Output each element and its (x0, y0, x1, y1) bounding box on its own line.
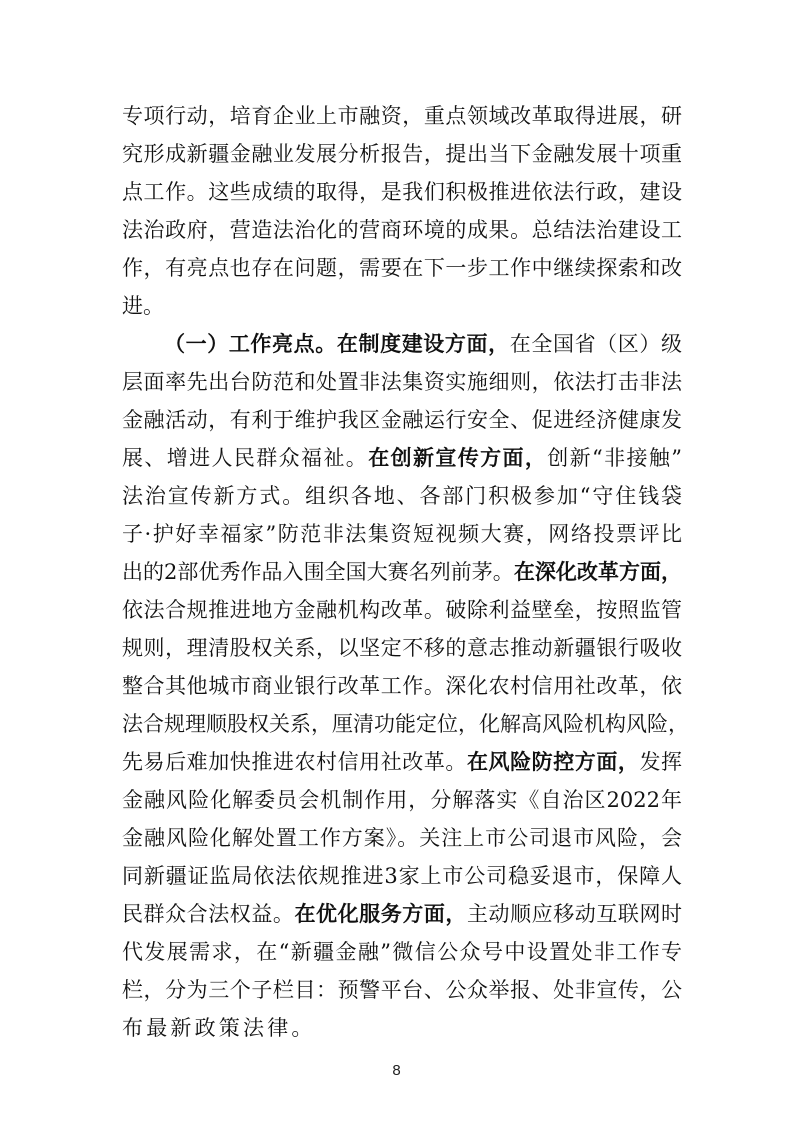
paragraph-line: 作，有亮点也存在问题，需要在下一步工作中继续探索和改 (122, 256, 682, 280)
paragraph-text: 出的2部优秀作品入围全国大赛名列前茅。 (122, 560, 514, 584)
paragraph-text: 在全国省（区）级 (509, 332, 683, 356)
paragraph-text: 创新“非接触” (547, 446, 682, 470)
paragraph-line: 依法合规推进地方金融机构改革。破除利益壁垒，按照监管 (122, 598, 682, 622)
paragraph-line: 子·护好幸福家”防范非法集资短视频大赛，网络投票评比 (122, 522, 682, 546)
paragraph-line: 同新疆证监局依法依规推进3家上市公司稳妥退市，保障人 (122, 864, 682, 888)
section-heading: （一）工作亮点。 (164, 332, 337, 356)
subsection-heading: 在制度建设方面， (336, 332, 510, 356)
subsection-heading: 在深化改革方面， (513, 560, 683, 584)
paragraph-line: 专项行动，培育企业上市融资，重点领域改革取得进展，研 (122, 104, 682, 128)
paragraph-text: 发挥 (639, 750, 683, 774)
paragraph-line: 究形成新疆金融业发展分析报告，提出当下金融发展十项重 (122, 142, 682, 166)
paragraph-line (122, 556, 682, 588)
paragraph-line: 栏，分为三个子栏目：预警平台、公众举报、处非宣传，公 (122, 978, 682, 1002)
paragraph-line: 层面率先出台防范和处置非法集资实施细则，依法打击非法 (122, 370, 682, 394)
paragraph-line: 法合规理顺股权关系，厘清功能定位，化解高风险机构风险， (122, 712, 689, 736)
paragraph-line: 点工作。这些成绩的取得，是我们积极推进依法行政，建设 (122, 180, 682, 204)
paragraph-text: 主动顺应移动互联网时 (466, 902, 683, 926)
section-heading-line (164, 328, 682, 360)
paragraph-line (122, 442, 682, 474)
paragraph-text: 先易后难加快推进农村信用社改革。 (122, 750, 467, 774)
paragraph-line: 法治宣传新方式。组织各地、各部门积极参加“守住钱袋 (122, 484, 682, 508)
paragraph-text: 民群众合法权益。 (122, 902, 295, 926)
subsection-heading: 在风险防控方面， (466, 750, 640, 774)
paragraph-line (122, 746, 682, 778)
paragraph-line (122, 898, 682, 930)
paragraph-line: 金融风险化解委员会机制作用，分解落实《自治区2022年 (122, 788, 682, 812)
paragraph-line: 布最新政策法律。 (122, 1016, 316, 1040)
paragraph-line: 规则，理清股权关系，以坚定不移的意志推动新疆银行吸收 (122, 636, 682, 660)
paragraph-line: 代发展需求，在“新疆金融”微信公众号中设置处非工作专 (122, 940, 682, 964)
paragraph-text: 展、增进人民群众福祉。 (122, 446, 369, 470)
paragraph-line: 进。 (122, 294, 164, 318)
paragraph-line: 法治政府，营造法治化的营商环境的成果。总结法治建设工 (122, 218, 682, 242)
paragraph-line: 金融风险化解处置工作方案》。关注上市公司退市风险，会 (122, 826, 682, 850)
page-number: 8 (392, 1062, 401, 1079)
subsection-heading: 在创新宣传方面， (368, 446, 548, 470)
subsection-heading: 在优化服务方面， (294, 902, 467, 926)
paragraph-line: 整合其他城市商业银行改革工作。深化农村信用社改革，依 (122, 674, 682, 698)
paragraph-line: 金融活动，有利于维护我区金融运行安全、促进经济健康发 (122, 408, 682, 432)
